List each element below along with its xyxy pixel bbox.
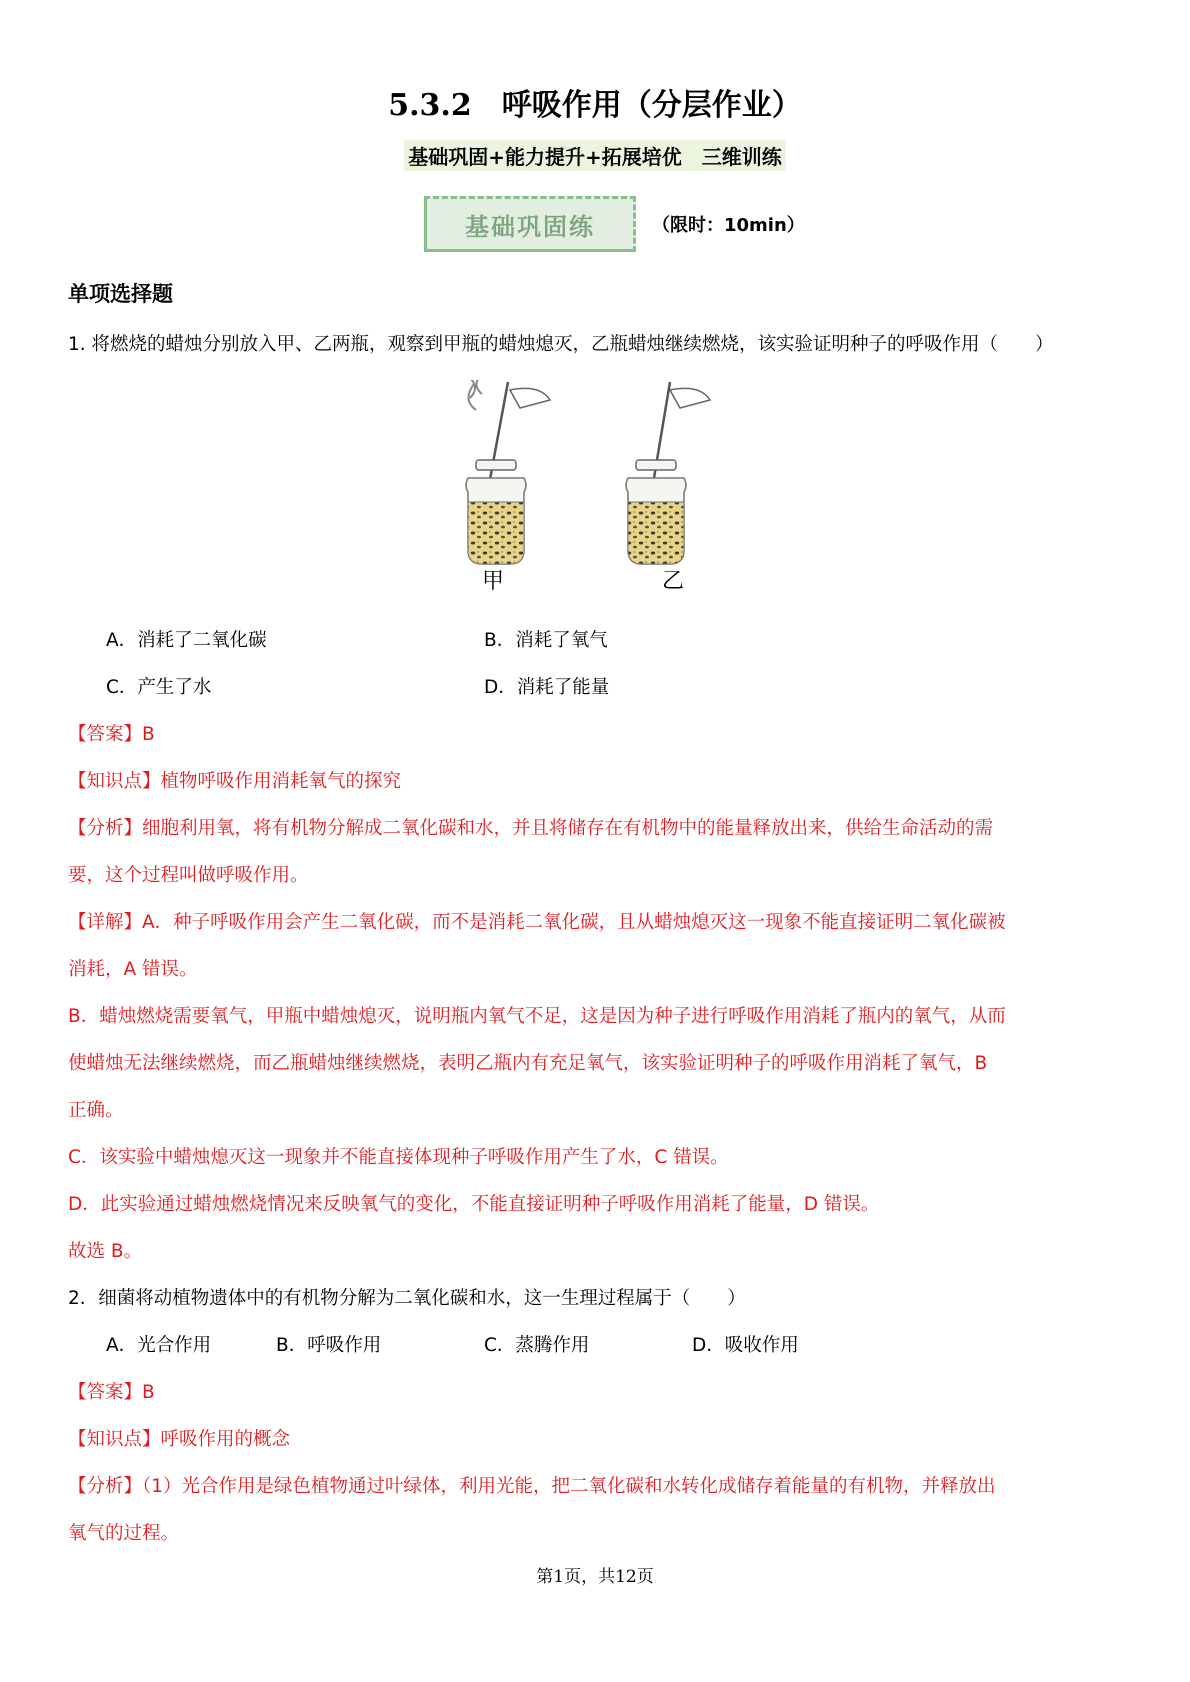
- jar-jia: [466, 380, 550, 564]
- q1-option-c: C．产生了水: [106, 677, 212, 698]
- section-stamp: [424, 196, 636, 252]
- q2-knowledge: 【知识点】呼吸作用的概念: [68, 1429, 291, 1450]
- q1-analysis-line1: 【分析】细胞利用氧，将有机物分解成二氧化碳和水，并且将储存在有机物中的能量释放出来，供给生命活动的需: [68, 818, 994, 839]
- q2-analysis-line2: 氧气的过程。: [68, 1523, 180, 1544]
- q1-knowledge: 【知识点】植物呼吸作用消耗氧气的探究: [68, 771, 402, 792]
- q1-detail-b-line3: 正确。: [68, 1100, 124, 1121]
- q2-option-d: D．吸收作用: [692, 1335, 799, 1356]
- q1-detail-a-line2: 消耗，A 错误。: [68, 959, 198, 980]
- subtitle-wrap: [0, 140, 1190, 171]
- q1-analysis-line2: 要，这个过程叫做呼吸作用。: [68, 865, 309, 886]
- page-footer: 第1页，共12页: [536, 1567, 654, 1587]
- q1-detail-a-line1: 【详解】A．种子呼吸作用会产生二氧化碳，而不是消耗二氧化碳，且从蜡烛熄灭这一现象不能直接证明二氧化碳被: [68, 912, 1006, 933]
- figure-label-jia: 甲: [482, 569, 505, 594]
- q1-detail-d: D．此实验通过蜡烛燃烧情况来反映氧气的变化，不能直接证明种子呼吸作用消耗了能量，D 错误。: [68, 1194, 880, 1215]
- stamp-label: 基础巩固练: [465, 212, 595, 241]
- q2-answer: 【答案】B: [68, 1382, 155, 1403]
- page-title: 5.3.2 呼吸作用（分层作业）: [388, 88, 802, 123]
- candle-jars-figure: [458, 380, 748, 590]
- page-subtitle: 基础巩固+能力提升+拓展培优 三维训练: [404, 140, 786, 171]
- figure-label-yi: 乙: [662, 569, 685, 594]
- q2-option-a: A．光合作用: [106, 1335, 212, 1356]
- q1-detail-b-line1: B．蜡烛燃烧需要氧气，甲瓶中蜡烛熄灭，说明瓶内氧气不足，这是因为种子进行呼吸作用消耗了瓶内的氧气，从而: [68, 1006, 1006, 1027]
- q1-option-a: A．消耗了二氧化碳: [106, 630, 267, 651]
- q1-detail-b-line2: 使蜡烛无法继续燃烧，而乙瓶蜡烛继续燃烧，表明乙瓶内有充足氧气，该实验证明种子的呼吸作用消耗了氧气，B: [68, 1053, 988, 1074]
- section-title: 单项选择题: [68, 282, 173, 306]
- question-1-stem: 1. 将燃烧的蜡烛分别放入甲、乙两瓶，观察到甲瓶的蜡烛熄灭，乙瓶蜡烛继续燃烧，该实验证明种子的呼吸作用（ ）: [68, 334, 1054, 355]
- q1-detail-c: C．该实验中蜡烛熄灭这一现象并不能直接体现种子呼吸作用产生了水，C 错误。: [68, 1147, 729, 1168]
- q2-option-c: C．蒸腾作用: [484, 1335, 590, 1356]
- question-2-stem: 2．细菌将动植物遗体中的有机物分解为二氧化碳和水，这一生理过程属于（ ）: [68, 1288, 746, 1309]
- jar-yi: [626, 382, 710, 564]
- q1-answer: 【答案】B: [68, 724, 155, 745]
- time-limit: （限时：10min）: [652, 215, 805, 236]
- q2-analysis-line1: 【分析】（1）光合作用是绿色植物通过叶绿体，利用光能，把二氧化碳和水转化成储存着能量的有机物，并释放出: [68, 1476, 996, 1497]
- q2-option-b: B．呼吸作用: [276, 1335, 382, 1356]
- q1-option-b: B．消耗了氧气: [484, 630, 608, 651]
- q1-option-d: D．消耗了能量: [484, 677, 610, 698]
- q1-conclusion: 故选 B。: [68, 1241, 143, 1262]
